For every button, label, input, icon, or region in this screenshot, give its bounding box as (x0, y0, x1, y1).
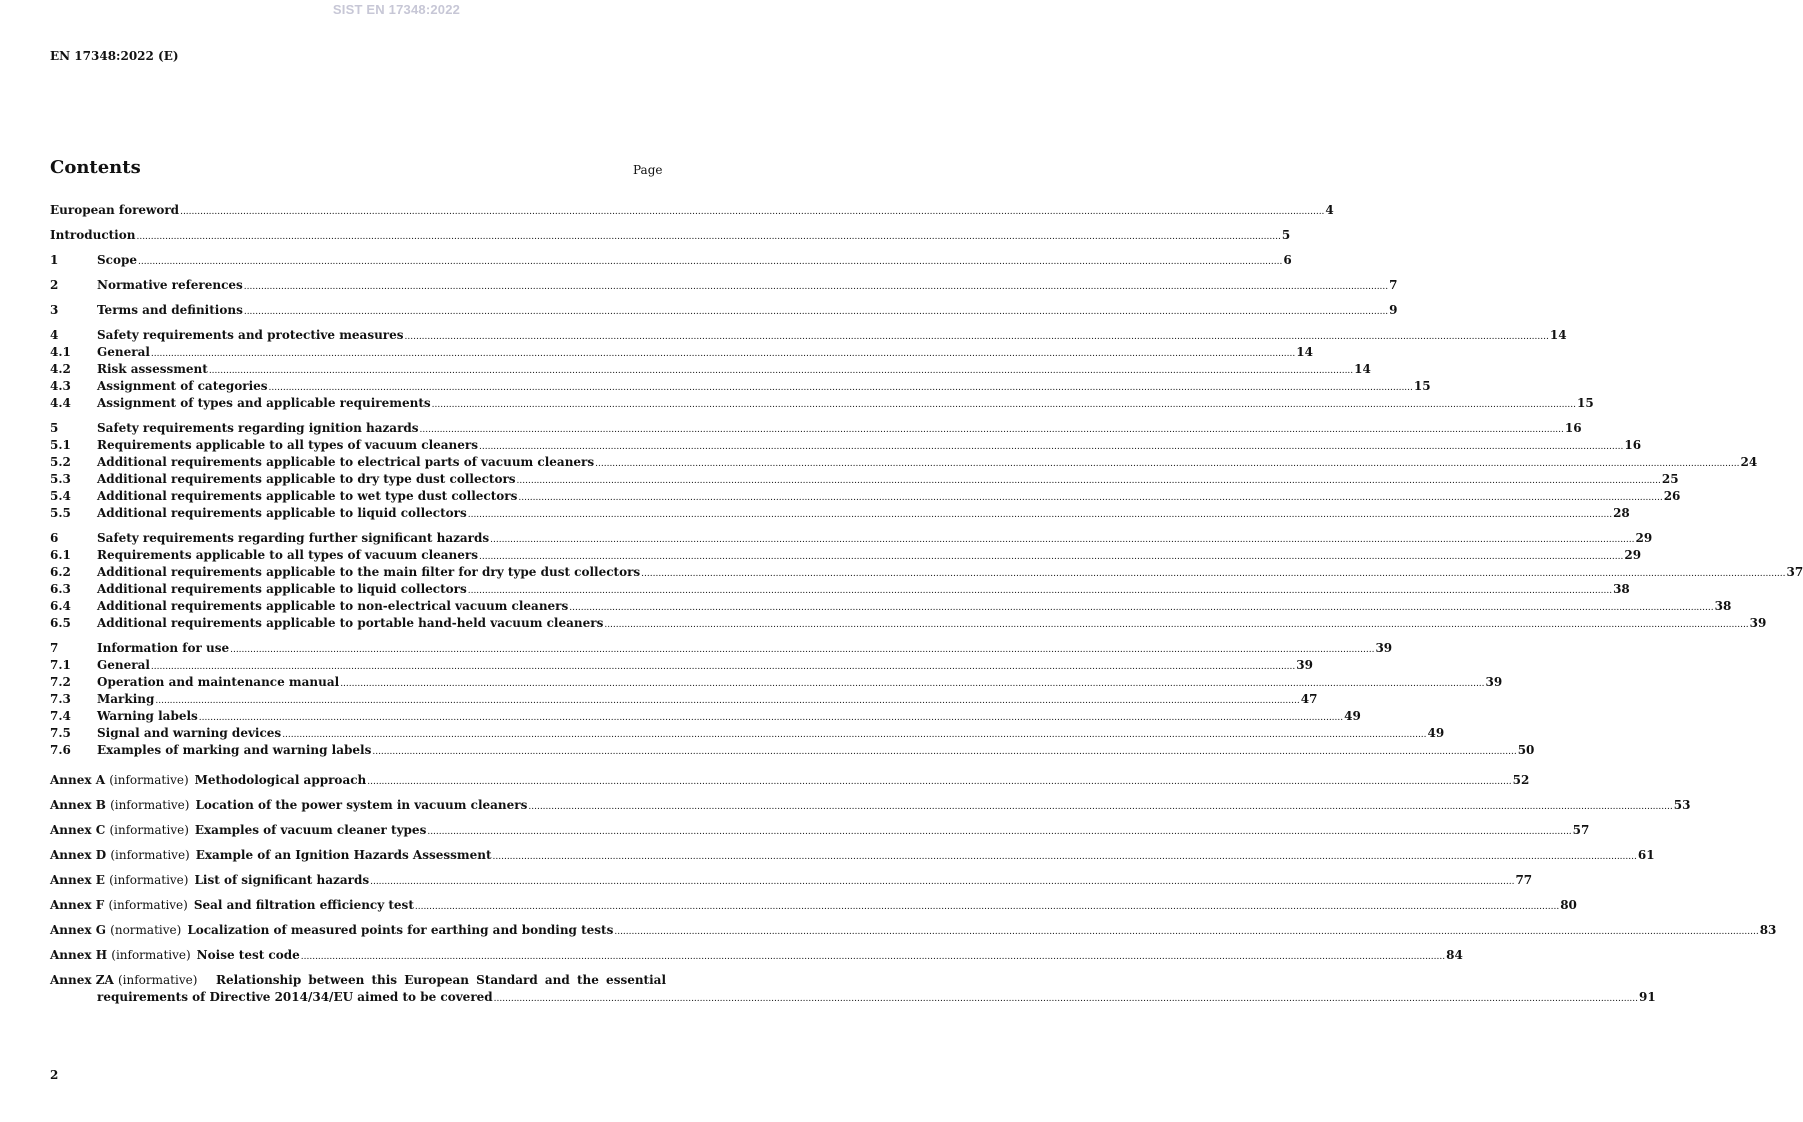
toc-entry[interactable] (50, 252, 1292, 268)
toc-entry-page: 52 (1512, 773, 1530, 787)
dot-leader: ................................................................................................................................................................................................................................................................................................................................................................................................................ (367, 777, 1512, 787)
annex-title: Relationship between this European Standard and the essential (216, 973, 666, 987)
toc-annex-entry[interactable] (50, 772, 1530, 788)
toc-entry-page: 26 (1663, 489, 1681, 503)
annex-heading (50, 922, 613, 938)
toc-entry[interactable] (50, 505, 1630, 521)
page-column-label: Page (633, 163, 663, 177)
annex-kind: (informative) (111, 948, 191, 962)
annex-kind: (informative) (108, 898, 188, 912)
dot-leader: ................................................................................................................................................................................................................................................................................................................................................................................................................ (150, 662, 1296, 672)
dot-leader: ................................................................................................................................................................................................................................................................................................................................................................................................................ (404, 332, 1549, 342)
toc-entry-page: 84 (1446, 948, 1463, 962)
toc-entry-title: Additional requirements applicable to liquid collectors (97, 506, 467, 520)
toc-entry-number: 5 (50, 421, 59, 435)
toc-entry-number: 7.4 (50, 709, 71, 723)
toc-entry[interactable] (50, 471, 1679, 487)
toc-entry-page: 50 (1517, 743, 1535, 757)
annex-label: Annex H (50, 948, 108, 962)
toc-entry-number: 7 (50, 641, 59, 655)
annex-label: Annex C (50, 823, 106, 837)
toc-entry-number: 4 (50, 328, 59, 342)
toc-entry[interactable] (50, 395, 1594, 411)
dot-leader: ................................................................................................................................................................................................................................................................................................................................................................................................................ (467, 586, 1613, 596)
annex-kind: (informative) (110, 798, 190, 812)
toc-entry-title: Additional requirements applicable to the main filter for dry type dust collectors (97, 565, 641, 579)
dot-leader: ................................................................................................................................................................................................................................................................................................................................................................................................................ (467, 510, 1613, 520)
toc-entry-page: 49 (1344, 709, 1361, 723)
toc-annex-entry[interactable] (50, 872, 1533, 888)
toc-entry-title: Requirements applicable to all types of vacuum cleaners (97, 548, 478, 562)
toc-entry-number: 4.2 (50, 362, 71, 376)
toc-entry-title: General (97, 658, 150, 672)
toc-entry-title: Assignment of types and applicable requirements (97, 396, 431, 410)
dot-leader: ................................................................................................................................................................................................................................................................................................................................................................................................................ (155, 696, 1300, 706)
toc-entry[interactable] (50, 454, 1758, 470)
dot-leader: ................................................................................................................................................................................................................................................................................................................................................................................................................ (479, 442, 1624, 452)
toc-entry-number: 5.1 (50, 438, 71, 452)
annex-title: Noise test code (196, 948, 300, 962)
toc-entry-title: Scope (97, 253, 138, 267)
toc-entry-title: Risk assessment (97, 362, 208, 376)
document-reference: EN 17348:2022 (E) (50, 49, 179, 63)
dot-leader: ................................................................................................................................................................................................................................................................................................................................................................................................................ (268, 383, 1413, 393)
annex-kind: (informative) (110, 848, 190, 862)
toc-annex-entry[interactable] (50, 947, 1463, 963)
toc-entry-title: Additional requirements applicable to electrical parts of vacuum cleaners (97, 455, 595, 469)
dot-leader: ................................................................................................................................................................................................................................................................................................................................................................................................................ (340, 679, 1485, 689)
annex-heading (50, 847, 492, 863)
toc-entry-page: 25 (1661, 472, 1679, 486)
toc-entry[interactable] (50, 344, 1313, 360)
dot-leader: ................................................................................................................................................................................................................................................................................................................................................................................................................ (372, 747, 1517, 757)
toc-entry-page: 28 (1613, 506, 1630, 520)
dot-leader: ................................................................................................................................................................................................................................................................................................................................................................................................................ (493, 994, 1639, 1004)
annex-title: Methodological approach (194, 773, 367, 787)
toc-entry-page: 61 (1637, 848, 1655, 862)
toc-entry-page: 38 (1714, 599, 1732, 613)
toc-entry[interactable] (50, 378, 1431, 394)
annex-label: Annex D (50, 848, 107, 862)
toc-entry-number: 7.3 (50, 692, 71, 706)
toc-entry-page: 91 (1639, 990, 1656, 1004)
dot-leader: ................................................................................................................................................................................................................................................................................................................................................................................................................ (282, 730, 1427, 740)
toc-entry-page: 39 (1749, 616, 1767, 630)
dot-leader: ................................................................................................................................................................................................................................................................................................................................................................................................................ (490, 535, 1635, 545)
toc-entry-title: Information for use (97, 641, 230, 655)
toc-entry[interactable] (50, 581, 1630, 597)
toc-entry-page: 47 (1300, 692, 1318, 706)
toc-entry-number: 5.5 (50, 506, 71, 520)
toc-entry[interactable] (50, 674, 1503, 690)
dot-leader: ................................................................................................................................................................................................................................................................................................................................................................................................................ (479, 552, 1624, 562)
dot-leader: ................................................................................................................................................................................................................................................................................................................................................................................................................ (414, 902, 1560, 912)
toc-entry-number: 4.4 (50, 396, 71, 410)
dot-leader: ................................................................................................................................................................................................................................................................................................................................................................................................................ (243, 282, 1389, 292)
toc-entry-page: 15 (1413, 379, 1431, 393)
toc-entry-page: 77 (1515, 873, 1533, 887)
toc-entry[interactable] (50, 598, 1732, 614)
toc-entry-page: 14 (1354, 362, 1371, 376)
dot-leader: ................................................................................................................................................................................................................................................................................................................................................................................................................ (614, 927, 1759, 937)
toc-entry[interactable] (50, 227, 1291, 243)
dot-leader: ................................................................................................................................................................................................................................................................................................................................................................................................................ (370, 877, 1515, 887)
toc-annex-entry[interactable] (50, 797, 1691, 813)
annex-kind: (informative) (109, 873, 189, 887)
contents-title: Contents (50, 157, 141, 178)
dot-leader: ................................................................................................................................................................................................................................................................................................................................................................................................................ (569, 603, 1714, 613)
dot-leader: ................................................................................................................................................................................................................................................................................................................................................................................................................ (516, 476, 1661, 486)
toc-entry[interactable] (50, 564, 1803, 580)
toc-entry[interactable] (50, 547, 1642, 563)
dot-leader: ................................................................................................................................................................................................................................................................................................................................................................................................................ (136, 232, 1281, 242)
toc-entry[interactable] (50, 742, 1535, 758)
annex-title: Localization of measured points for earthing and bonding tests (187, 923, 614, 937)
toc-entry[interactable] (50, 488, 1681, 504)
toc-entry-title: Operation and maintenance manual (97, 675, 340, 689)
toc-entry-page: 29 (1624, 548, 1642, 562)
toc-entry-number: 4.3 (50, 379, 71, 393)
annex-kind: (informative) (109, 823, 189, 837)
annex-heading (50, 772, 366, 788)
toc-entry-page: 16 (1564, 421, 1582, 435)
toc-entry-number: 6.2 (50, 565, 71, 579)
toc-entry[interactable] (50, 615, 1767, 631)
toc-entry-page: 39 (1296, 658, 1313, 672)
toc-entry-number: 6.5 (50, 616, 71, 630)
toc-entry-number: 6.3 (50, 582, 71, 596)
toc-annex-entry[interactable] (50, 897, 1577, 913)
toc-entry[interactable] (50, 361, 1371, 377)
toc-entry-title: Requirements applicable to all types of vacuum cleaners (97, 438, 478, 452)
toc-entry-title: Additional requirements applicable to dry type dust collectors (97, 472, 516, 486)
toc-entry-number: 5.2 (50, 455, 71, 469)
dot-leader: ................................................................................................................................................................................................................................................................................................................................................................................................................ (431, 400, 1576, 410)
dot-leader: ................................................................................................................................................................................................................................................................................................................................................................................................................ (427, 827, 1572, 837)
toc-entry-page: 14 (1549, 328, 1567, 342)
toc-entry-number: 2 (50, 278, 59, 292)
toc-entry-title: Additional requirements applicable to liquid collectors (97, 582, 467, 596)
toc-entry-title: Safety requirements regarding ignition hazards (97, 421, 419, 435)
annex-title: Seal and filtration efficiency test (193, 898, 414, 912)
toc-entry-number: 5.3 (50, 472, 71, 486)
toc-entry-page: 37 (1786, 565, 1803, 579)
toc-entry-page: 5 (1281, 228, 1291, 242)
toc-entry[interactable] (50, 640, 1393, 656)
annex-title: List of significant hazards (194, 873, 370, 887)
annex-heading (50, 897, 414, 913)
annex-title: Examples of vacuum cleaner types (194, 823, 427, 837)
toc-entry-title: European foreword (50, 203, 180, 217)
toc-entry[interactable] (50, 691, 1318, 707)
annex-heading (50, 972, 197, 988)
toc-entry-number: 6.1 (50, 548, 71, 562)
toc-entry-title: Introduction (50, 228, 136, 242)
dot-leader: ................................................................................................................................................................................................................................................................................................................................................................................................................ (243, 307, 1389, 317)
toc-entry-page: 6 (1283, 253, 1292, 267)
dot-leader: ................................................................................................................................................................................................................................................................................................................................................................................................................ (595, 459, 1740, 469)
toc-entry[interactable] (50, 437, 1642, 453)
toc-entry-number: 6 (50, 531, 59, 545)
toc-entry-number: 7.6 (50, 743, 71, 757)
annex-label: Annex E (50, 873, 105, 887)
annex-heading (50, 872, 369, 888)
toc-entry-page: 39 (1485, 675, 1503, 689)
toc-entry-number: 6.4 (50, 599, 71, 613)
dot-leader: ................................................................................................................................................................................................................................................................................................................................................................................................................ (528, 802, 1673, 812)
toc-entry-title: Warning labels (97, 709, 198, 723)
toc-entry[interactable] (50, 708, 1361, 724)
toc-entry[interactable] (50, 657, 1313, 673)
annex-title: Location of the power system in vacuum cleaners (195, 798, 528, 812)
toc-entry-page: 39 (1375, 641, 1393, 655)
dot-leader: ................................................................................................................................................................................................................................................................................................................................................................................................................ (198, 713, 1344, 723)
dot-leader: ................................................................................................................................................................................................................................................................................................................................................................................................................ (300, 952, 1446, 962)
toc-entry-page: 38 (1613, 582, 1630, 596)
dot-leader: ................................................................................................................................................................................................................................................................................................................................................................................................................ (492, 852, 1637, 862)
dot-leader: ................................................................................................................................................................................................................................................................................................................................................................................................................ (641, 569, 1786, 579)
annex-kind: (informative) (117, 973, 198, 987)
toc-entry[interactable] (50, 725, 1445, 741)
toc-entry[interactable] (50, 277, 1398, 293)
annex-label: Annex A (50, 773, 106, 787)
toc-entry-page: 80 (1560, 898, 1577, 912)
annex-heading (50, 797, 527, 813)
toc-entry-title: General (97, 345, 150, 359)
toc-entry-number: 4.1 (50, 345, 71, 359)
toc-entry-page: 14 (1296, 345, 1313, 359)
toc-entry-number: 5.4 (50, 489, 71, 503)
toc-entry-title: Assignment of categories (97, 379, 268, 393)
annex-title: requirements of Directive 2014/34/EU aimed to be covered (97, 990, 493, 1004)
toc-entry-title: Additional requirements applicable to portable hand-held vacuum cleaners (97, 616, 604, 630)
toc-annex-entry[interactable] (50, 847, 1655, 863)
dot-leader: ................................................................................................................................................................................................................................................................................................................................................................................................................ (208, 366, 1354, 376)
dot-leader: ................................................................................................................................................................................................................................................................................................................................................................................................................ (180, 207, 1325, 217)
toc-annex-entry[interactable] (50, 922, 1777, 938)
toc-annex-entry-continued[interactable] (50, 989, 1656, 1005)
toc-entry-number: 7.1 (50, 658, 71, 672)
toc-entry-page: 7 (1389, 278, 1398, 292)
dot-leader: ................................................................................................................................................................................................................................................................................................................................................................................................................ (604, 620, 1749, 630)
toc-entry[interactable] (50, 327, 1567, 343)
toc-entry-number: 1 (50, 253, 59, 267)
toc-entry-title: Safety requirements and protective measures (97, 328, 404, 342)
dot-leader: ................................................................................................................................................................................................................................................................................................................................................................................................................ (150, 349, 1296, 359)
toc-entry-page: 4 (1325, 203, 1334, 217)
toc-entry[interactable] (50, 302, 1398, 318)
toc-annex-entry[interactable] (50, 972, 666, 988)
annex-heading (50, 947, 300, 963)
toc-entry-page: 24 (1740, 455, 1758, 469)
toc-entry-page: 49 (1427, 726, 1445, 740)
dot-leader: ................................................................................................................................................................................................................................................................................................................................................................................................................ (138, 257, 1283, 267)
toc-entry-number: 7.2 (50, 675, 71, 689)
toc-entry-page: 29 (1635, 531, 1653, 545)
toc-entry-page: 57 (1572, 823, 1590, 837)
dot-leader: ................................................................................................................................................................................................................................................................................................................................................................................................................ (230, 645, 1375, 655)
toc-entry-title: Marking (97, 692, 155, 706)
page-number: 2 (50, 1068, 59, 1082)
toc-entry-title: Safety requirements regarding further significant hazards (97, 531, 490, 545)
annex-label: Annex ZA (50, 973, 114, 987)
toc-entry-title: Additional requirements applicable to non-electrical vacuum cleaners (97, 599, 569, 613)
dot-leader: ................................................................................................................................................................................................................................................................................................................................................................................................................ (419, 425, 1564, 435)
toc-entry-number: 7.5 (50, 726, 71, 740)
annex-label: Annex G (50, 923, 106, 937)
toc-entry-number: 3 (50, 303, 59, 317)
toc-entry[interactable] (50, 530, 1653, 546)
toc-entry-page: 16 (1624, 438, 1642, 452)
annex-kind: (normative) (110, 923, 182, 937)
toc-entry-page: 15 (1576, 396, 1594, 410)
annex-label: Annex B (50, 798, 106, 812)
annex-kind: (informative) (109, 773, 189, 787)
toc-entry-title: Signal and warning devices (97, 726, 282, 740)
toc-annex-entry[interactable] (50, 822, 1590, 838)
toc-entry-title: Terms and definitions (97, 303, 243, 317)
dot-leader: ................................................................................................................................................................................................................................................................................................................................................................................................................ (518, 493, 1663, 503)
annex-heading (50, 822, 426, 838)
toc-entry-title: Additional requirements applicable to wet type dust collectors (97, 489, 518, 503)
toc-entry[interactable] (50, 420, 1582, 436)
toc-entry-page: 83 (1759, 923, 1777, 937)
toc-entry-title: Examples of marking and warning labels (97, 743, 372, 757)
toc-entry[interactable] (50, 202, 1334, 218)
annex-title: Example of an Ignition Hazards Assessment (195, 848, 492, 862)
toc-entry-title: Normative references (97, 278, 243, 292)
toc-entry-page: 9 (1389, 303, 1398, 317)
toc-entry-page: 53 (1673, 798, 1691, 812)
annex-label: Annex F (50, 898, 105, 912)
watermark: SIST EN 17348:2022 (332, 2, 461, 17)
